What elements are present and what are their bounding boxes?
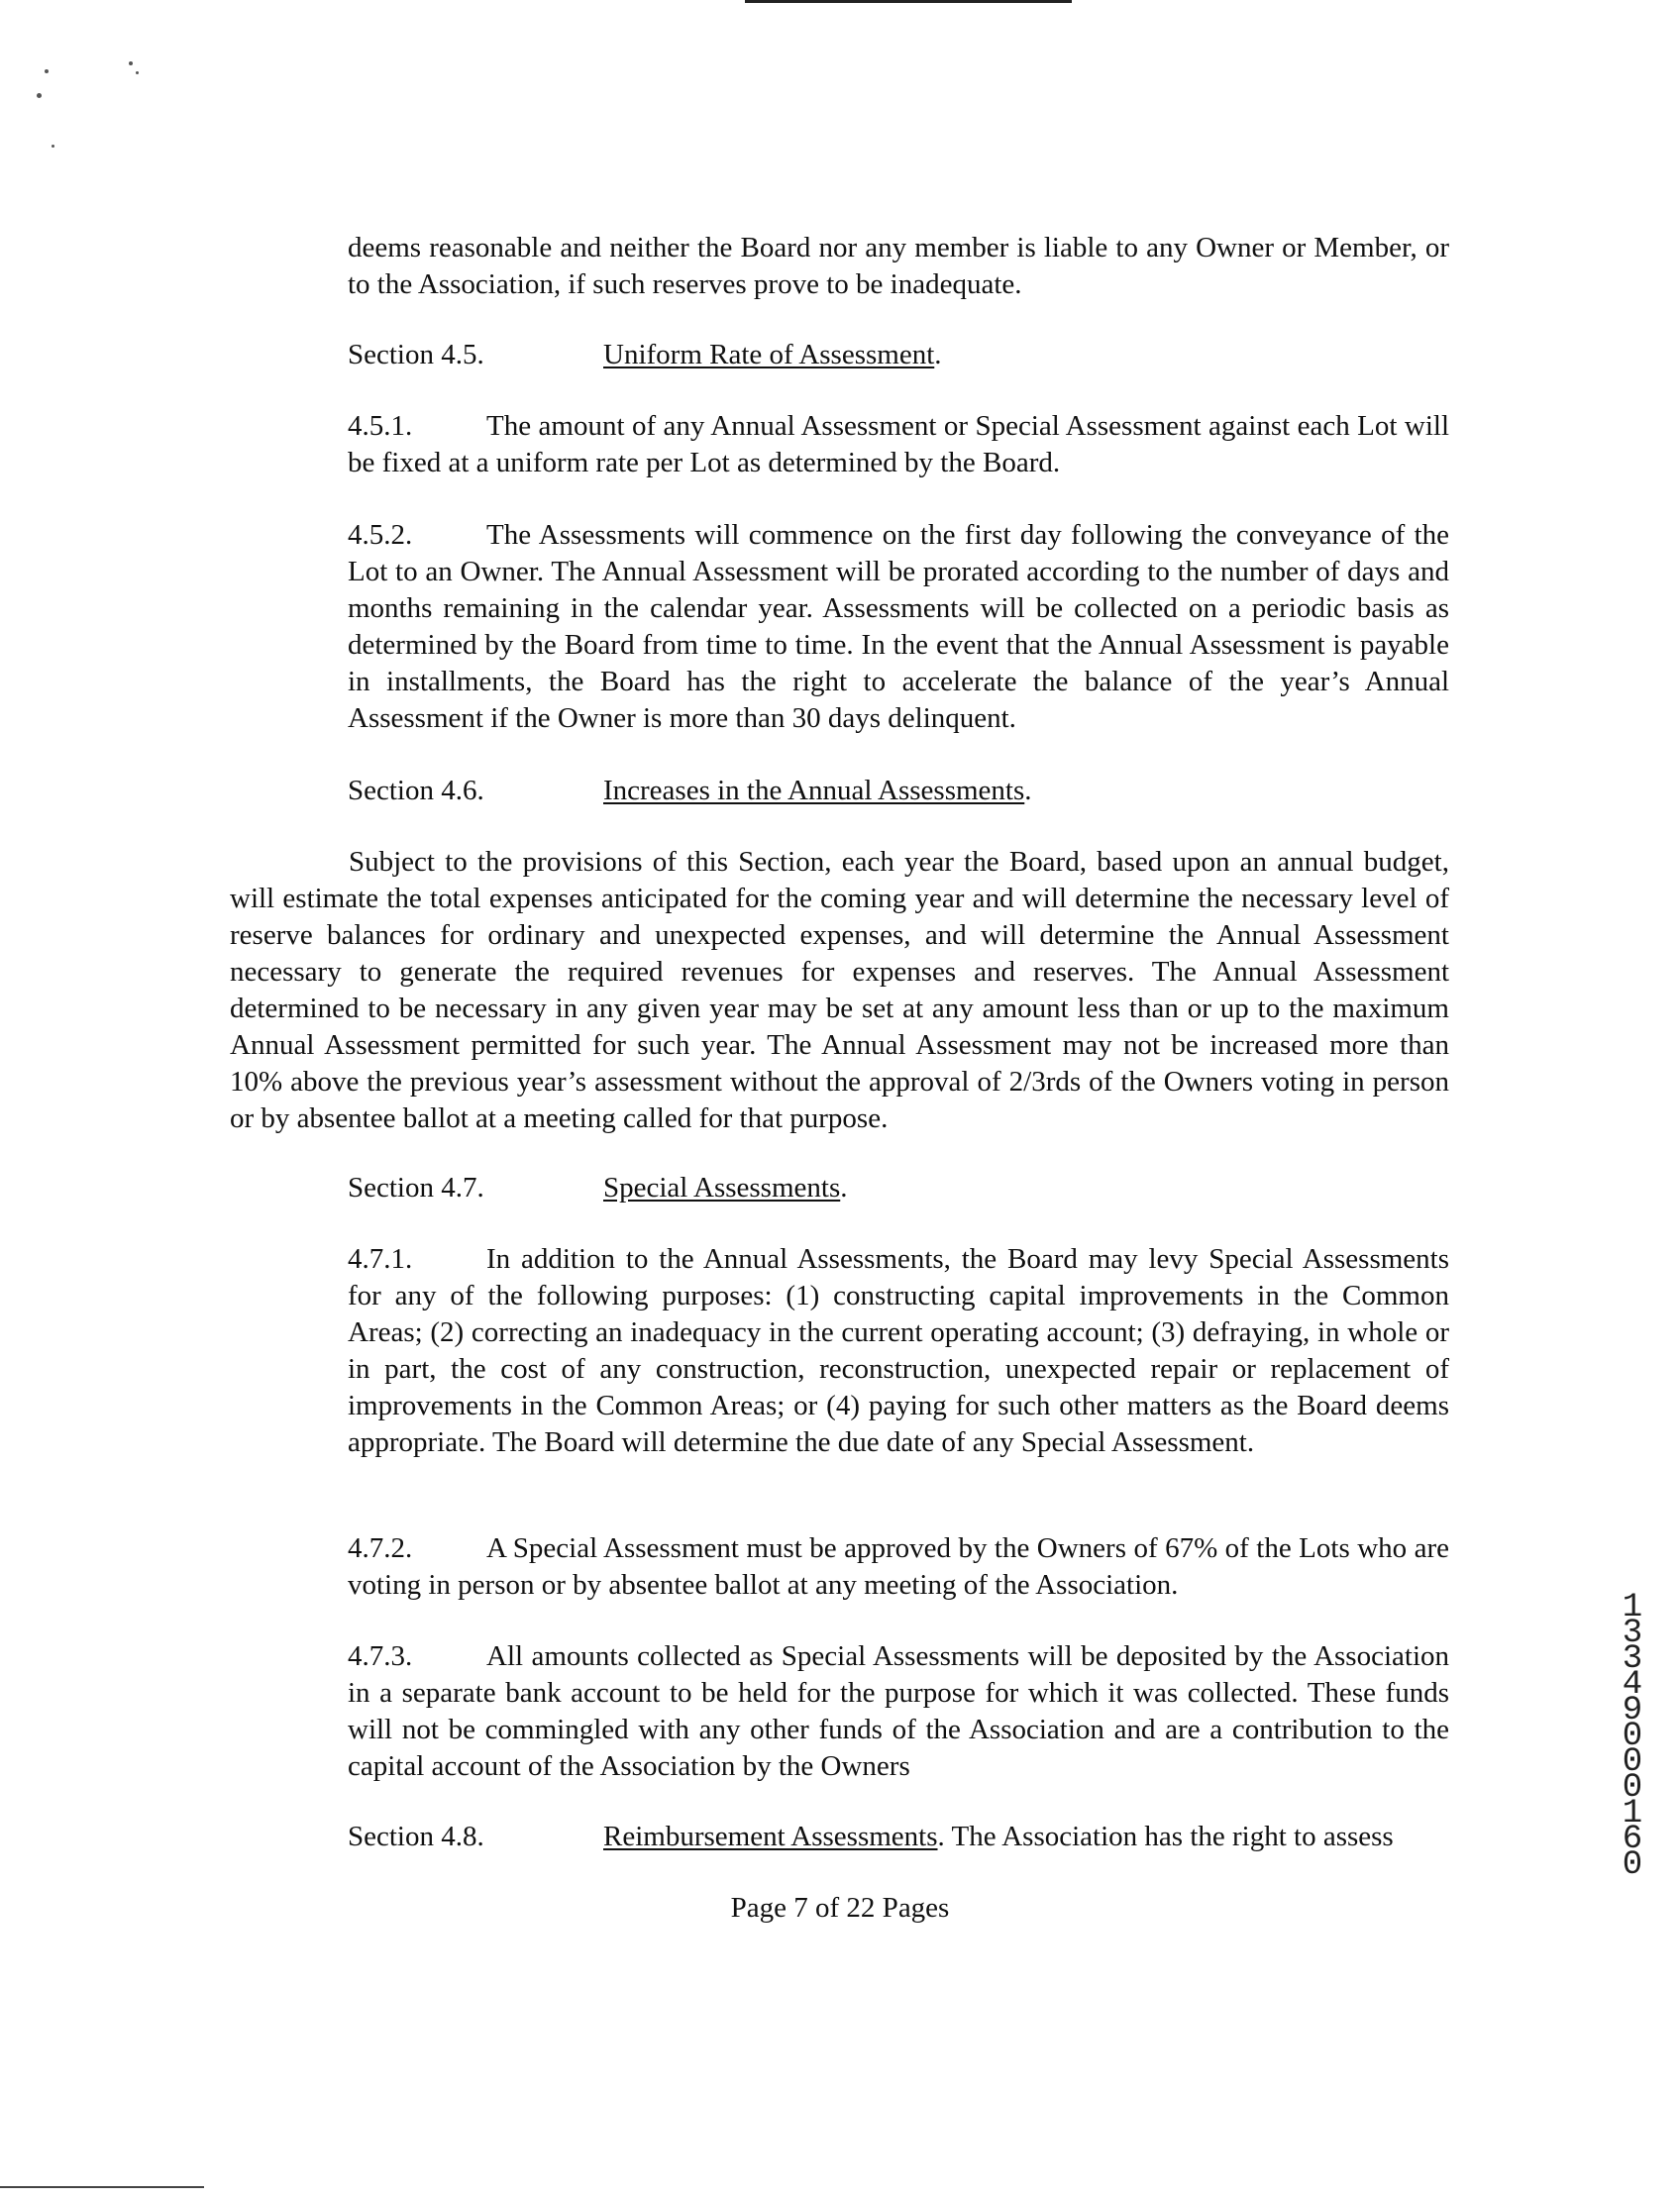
paragraph-number: 4.5.1. — [348, 410, 413, 442]
section-label: Section 4.5. — [348, 339, 484, 370]
paragraph-text: The amount of any Annual Assessment or Special Assessment against each Lot will be fixed at a uniform rate per Lot as determined by the Board. — [348, 410, 1449, 478]
paragraph-number: 4.7.1. — [348, 1243, 413, 1275]
section-title: Uniform Rate of Assessment — [603, 339, 935, 370]
scan-speck — [136, 71, 139, 74]
paragraph-text: All amounts collected as Special Assessments will be deposited by the Association in a separate bank account to be held for the purpose for which it was collected. These funds will not be commingled with any other funds of the Association and are a contribution to the capital account of the Association by the Owners — [348, 1640, 1449, 1782]
section-label: Section 4.8. — [348, 1821, 484, 1852]
scan-bottom-line — [0, 2186, 204, 2188]
section-title-period: . — [937, 1821, 945, 1852]
page-number-footer: Page 7 of 22 Pages — [730, 1892, 950, 1924]
paragraph-text: A Special Assessment must be approved by the Owners of 67% of the Lots who are voting in person or by absentee ballot at any meeting of the Association. — [348, 1532, 1449, 1601]
paragraph-4-5-2 — [348, 517, 1449, 737]
section-title: Special Assessments — [603, 1172, 841, 1204]
section-title-period: . — [934, 339, 942, 370]
paragraph-4-7-2 — [348, 1530, 1449, 1604]
scan-speck — [45, 69, 49, 73]
scan-speck — [52, 145, 54, 148]
section-4-8-heading — [348, 1819, 1394, 1855]
section-text: The Association has the right to assess — [944, 1821, 1394, 1852]
paragraph-4-7-3 — [348, 1638, 1449, 1785]
paragraph-4-6: Subject to the provisions of this Section, each year the Board, based upon an annual budget, will estimate the total expenses anticipated for the coming year and will determine the necessary level of reserve balances for ordinary and unexpected expenses, and will determine the Annual Assessment necessary to generate the required revenues for expenses and reserves. The Annual Assessment determined to be necessary in any given year may be set at any amount less than or up to the maximum Annual Assessment permitted for such year. The Annual Assessment may not be increased more than 10% above the previous year’s assessment without the approval of 2/3rds of the Owners voting in person or by absentee ballot at a meeting called for that purpose. — [230, 846, 1449, 1134]
section-title: Reimbursement Assessments — [603, 1821, 938, 1852]
scan-speck — [37, 93, 42, 98]
section-4-7-heading — [348, 1170, 848, 1206]
section-title-period: . — [840, 1172, 848, 1204]
paragraph-4-7-1 — [348, 1241, 1449, 1461]
scan-speck — [129, 61, 133, 65]
section-4-6-heading — [348, 773, 1032, 809]
section-4-5-heading — [348, 337, 942, 373]
section-title: Increases in the Annual Assessments — [603, 775, 1025, 806]
section-label: Section 4.7. — [348, 1172, 484, 1204]
paragraph-number: 4.7.3. — [348, 1640, 413, 1672]
section-title-period: . — [1024, 775, 1032, 806]
paragraph-number: 4.7.2. — [348, 1532, 413, 1564]
intro-paragraph: deems reasonable and neither the Board nor any member is liable to any Owner or Member, or to the Association, if such reserves prove to be inadequate. — [348, 232, 1449, 300]
paragraph-text: The Assessments will commence on the first day following the conveyance of the Lot to an Owner. The Annual Assessment will be prorated according to the number of days and months remaining in the calendar year. Assessments will be collected on a periodic basis as determined by the Board from time to time. In the event that the Annual Assessment is payable in installments, the Board has the right to accelerate the balance of the year’s Annual Assessment if the Owner is more than 30 days delinquent. — [348, 519, 1449, 734]
scan-top-line — [745, 0, 1072, 3]
paragraph-4-5-1 — [348, 408, 1449, 481]
document-id-stamp: 133490 00160 — [1622, 1589, 1643, 1884]
paragraph-number: 4.5.2. — [348, 519, 413, 551]
paragraph-text: In addition to the Annual Assessments, the Board may levy Special Assessments for any of the following purposes: (1) constructing capital improvements in the Common Areas; (2) correcting an inadequacy in the current operating account; (3) defraying, in whole or in part, the cost of any construction, reconstruction, unexpected repair or replacement of improvements in the Common Areas; or (4) paying for such other matters as the Board deems appropriate. The Board will determine the due date of any Special Assessment. — [348, 1243, 1449, 1458]
section-label: Section 4.6. — [348, 775, 484, 806]
